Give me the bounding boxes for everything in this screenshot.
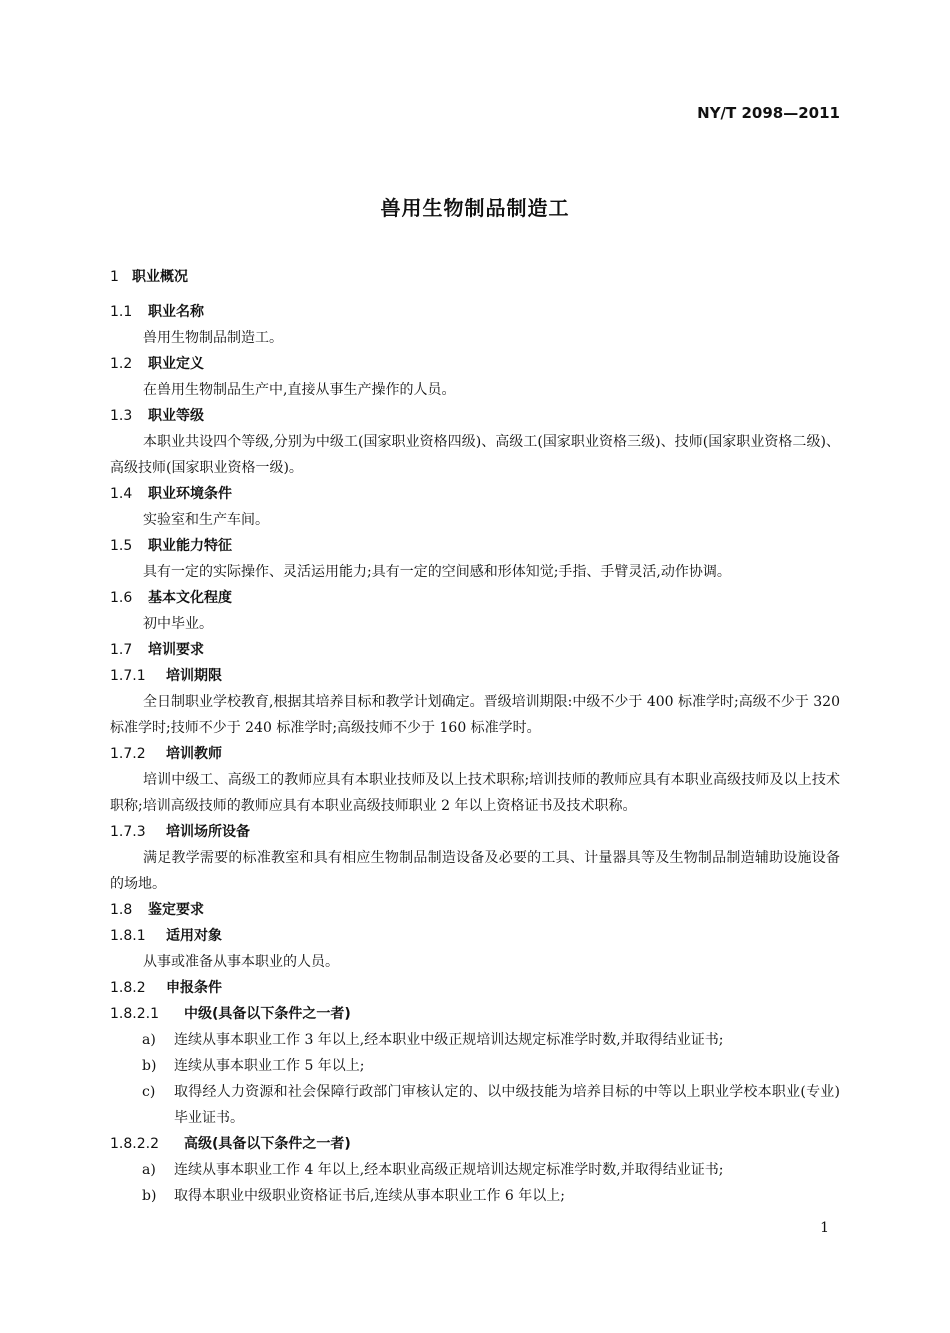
section-number: 1.1	[110, 304, 133, 320]
section-label: 职业定义	[148, 356, 204, 372]
section-1-6-heading	[110, 585, 840, 611]
section-1-8-1-heading	[110, 923, 840, 949]
section-1-7-3-heading	[110, 819, 840, 845]
section-1-4-text: 实验室和生产车间。	[143, 512, 269, 528]
section-label: 培训期限	[166, 668, 222, 684]
section-1-5-heading	[110, 533, 840, 559]
section-1-3-text: 本职业共设四个等级,分别为中级工(国家职业资格四级)、高级工(国家职业资格三级)、技师(国家职业资格二级)、高级技师(国家职业资格一级)。	[110, 434, 840, 476]
section-1-7-1-heading	[110, 663, 840, 689]
section-1-8-2-2-heading	[110, 1131, 840, 1157]
section-label: 职业名称	[148, 304, 204, 320]
list-item	[110, 1079, 840, 1131]
section-label: 职业等级	[148, 408, 204, 424]
section-1-7-3-text: 满足教学需要的标准教室和具有相应生物制品制造设备及必要的工具、计量器具等及生物制品制造辅助设施设备的场地。	[110, 850, 840, 892]
section-1-2-text: 在兽用生物制品生产中,直接从事生产操作的人员。	[143, 382, 456, 398]
standard-number: NY/T 2098—2011	[697, 104, 840, 122]
section-number: 1.2	[110, 356, 133, 372]
section-1-7-2-heading	[110, 741, 840, 767]
document-title: 兽用生物制品制造工	[380, 196, 570, 220]
section-number: 1.7	[110, 642, 133, 658]
section-label: 适用对象	[166, 928, 222, 944]
section-1-7-heading	[110, 637, 840, 663]
section-label: 职业环境条件	[148, 486, 232, 502]
list-item-label: c)	[142, 1084, 156, 1100]
section-number: 1	[110, 269, 119, 285]
list-item-text: 连续从事本职业工作 3 年以上,经本职业中级正规培训达规定标准学时数,并取得结业证书;	[174, 1032, 724, 1048]
section-label: 申报条件	[166, 980, 222, 996]
section-1-7-2-text: 培训中级工、高级工的教师应具有本职业技师及以上技术职称;培训技师的教师应具有本职业高级技师及以上技术职称;培训高级技师的教师应具有本职业高级技师职业 2 年以上资格证书及技术职称。	[110, 772, 840, 814]
section-1-8-1-text: 从事或准备从事本职业的人员。	[143, 954, 339, 970]
list-item-text: 连续从事本职业工作 5 年以上;	[174, 1058, 365, 1074]
section-label: 职业能力特征	[148, 538, 232, 554]
section-1-1-heading	[110, 299, 840, 325]
section-label: 培训场所设备	[166, 824, 250, 840]
section-1-7-1-text: 全日制职业学校教育,根据其培养目标和教学计划确定。晋级培训期限:中级不少于 400 标准学时;高级不少于 320 标准学时;技师不少于 240 标准学时;高级技师不少于 160 标准学时。	[110, 694, 840, 736]
section-1-heading	[110, 264, 840, 290]
section-1-8-2-heading	[110, 975, 840, 1001]
list-item	[110, 1027, 840, 1053]
section-label: 培训要求	[148, 642, 204, 658]
section-number: 1.7.2	[110, 746, 146, 762]
section-1-6-text: 初中毕业。	[143, 616, 213, 632]
section-number: 1.6	[110, 590, 133, 606]
section-number: 1.8.2.1	[110, 1006, 159, 1022]
section-number: 1.5	[110, 538, 133, 554]
list-item-label: b)	[142, 1188, 157, 1204]
section-1-1-text: 兽用生物制品制造工。	[143, 330, 283, 346]
section-number: 1.7.1	[110, 668, 146, 684]
section-label: 职业概况	[132, 269, 188, 285]
section-1-8-heading	[110, 897, 840, 923]
section-number: 1.8.2	[110, 980, 146, 996]
section-number: 1.8.1	[110, 928, 146, 944]
section-number: 1.8.2.2	[110, 1136, 159, 1152]
list-item	[110, 1157, 840, 1183]
document-body	[110, 264, 840, 1209]
list-item-text: 连续从事本职业工作 4 年以上,经本职业高级正规培训达规定标准学时数,并取得结业证书;	[174, 1162, 724, 1178]
section-number: 1.7.3	[110, 824, 146, 840]
section-label: 中级(具备以下条件之一者)	[184, 1006, 351, 1022]
list-item-label: a)	[142, 1162, 156, 1178]
section-label: 鉴定要求	[148, 902, 204, 918]
section-number: 1.4	[110, 486, 133, 502]
page-number: 1	[820, 1220, 829, 1236]
section-number: 1.3	[110, 408, 133, 424]
section-label: 高级(具备以下条件之一者)	[184, 1136, 351, 1152]
section-label: 基本文化程度	[148, 590, 232, 606]
section-1-8-2-1-heading	[110, 1001, 840, 1027]
list-item	[110, 1183, 840, 1209]
section-label: 培训教师	[166, 746, 222, 762]
list-item-label: a)	[142, 1032, 156, 1048]
list-item-label: b)	[142, 1058, 157, 1074]
list-item-text: 取得本职业中级职业资格证书后,连续从事本职业工作 6 年以上;	[174, 1188, 565, 1204]
section-1-3-heading	[110, 403, 840, 429]
list-item-text: 取得经人力资源和社会保障行政部门审核认定的、以中级技能为培养目标的中等以上职业学校本职业(专业)毕业证书。	[174, 1084, 840, 1126]
section-1-4-heading	[110, 481, 840, 507]
section-1-2-heading	[110, 351, 840, 377]
section-1-5-text: 具有一定的实际操作、灵活运用能力;具有一定的空间感和形体知觉;手指、手臂灵活,动作协调。	[143, 564, 731, 580]
list-item	[110, 1053, 840, 1079]
section-number: 1.8	[110, 902, 133, 918]
